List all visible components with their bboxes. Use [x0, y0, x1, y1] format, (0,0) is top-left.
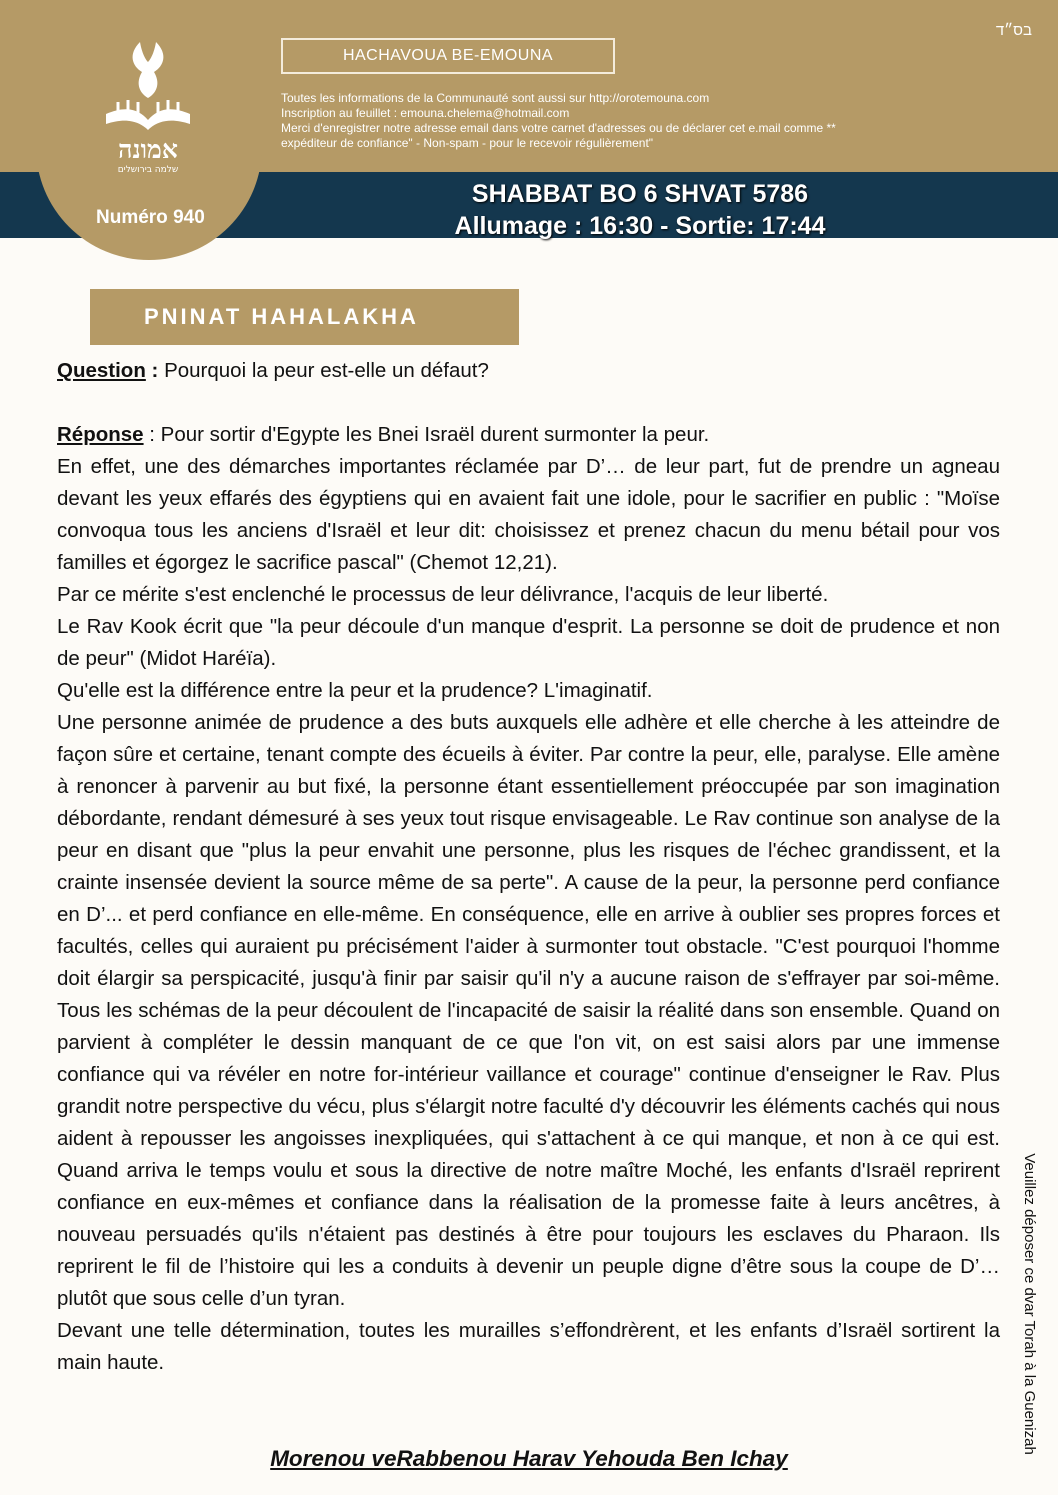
- answer-paragraph: [57, 419, 1000, 451]
- answer-label: Réponse: [57, 423, 144, 446]
- guenizah-note: Veuillez déposer ce dvar Torah à la Guenizah: [1021, 1153, 1038, 1455]
- logo-text: אמונה: [118, 135, 178, 164]
- shabbat-times: Allumage : 16:30 - Sortie: 17:44: [454, 212, 826, 240]
- shabbat-title: SHABBAT BO 6 SHVAT 5786: [471, 180, 809, 208]
- article-body: [57, 355, 1000, 1379]
- body-paragraph: Qu'elle est la différence entre la peur et la prudence? L'imaginatif.: [57, 679, 653, 702]
- body-paragraph: En effet, une des démarches importantes réclamée par D’… de leur part, fut de prendre un agneau devant les yeux effarés des égyptiens qui en avaient fait une idole, pour le sacrifier en public : "Moïse convoqua tous les anciens d'Israël et leur dit: choisissez et prenez chacun du menu bétail pour vos familles et égorgez le sacrifice pascal" (Chemot 12,21).: [57, 455, 1000, 574]
- issue-number: Numéro 940: [96, 207, 205, 228]
- answer-sep: :: [143, 423, 161, 446]
- answer-first: Pour sortir d'Egypte les Bnei Israël durent surmonter la peur.: [160, 423, 710, 446]
- question-sep: :: [145, 359, 165, 382]
- emouna-logo-icon: [98, 36, 198, 176]
- author-signature: Morenou veRabbenou Harav Yehouda Ben Ichay: [270, 1446, 788, 1471]
- section-title: PNINAT HAHALAKHA: [90, 289, 519, 345]
- bulletin-title: HACHAVOUA BE-EMOUNA: [281, 38, 615, 74]
- body-paragraph: Par ce mérite s'est enclenché le processus de leur délivrance, l'acquis de leur liberté.: [57, 583, 829, 606]
- body-paragraph: Une personne animée de prudence a des buts auxquels elle adhère et elle cherche à les atteindre de façon sûre et certaine, tenant compte des écueils à éviter. Par contre la peur, elle, paralyse. Elle amène à renoncer à parvenir au but fixé, la personne étant essentiellement préoccupée par son imagination débordante, rendant démesuré à ses yeux tout risque envisageable. Le Rav continue son analyse de la peur en disant que "plus la peur envahit une personne, plus les risques de l'échec grandissent, et la crainte insensée devient la source même de sa perte". A cause de la peur, la personne perd confiance en D’... et perd confiance en elle-même. En conséquence, elle en arrive à oublier ses propres forces et facultés, celles qui auraient pu précisément l'aider à surmonter tout obstacle. "C'est pourquoi l'homme doit élargir sa perspicacité, jusqu'à finir par saisir qu'il n'y a aucune raison de s'effrayer par soi-même. Tous les schémas de la peur découlent de l'incapacité de saisir la réalité dans son ensemble. Quand on parvient à compléter le dessin manquant de ce que l'on vit, on est saisi alors par une immense confiance qui va révéler en notre for-intérieur vaillance et courage" continue d'enseigner le Rav. Plus grandit notre perspective du vécu, plus s'élargit notre faculté d'y découvrir les éléments cachés qui nous aident à repousser les angoisses inexpliquées, qui s'attachent à ce qui manque, et non à ce qui est. Quand arriva le temps voulu et sous la directive de notre maître Moché, les enfants d'Israël reprirent confiance en eux-mêmes et confiance dans la réalisation de la promesse faite à leurs ancêtres, à nouveau persuadés qu'ils n'étaient pas destinés à être pour toujours les esclaves du Pharaon. Ils reprirent le fil de l’histoire qui les a conduits à devenir un peuple digne d’être sous la coupe de D’… plutôt que sous celle d’un tyran.: [57, 711, 1000, 1310]
- info-line: Toutes les informations de la Communauté sont aussi sur http://orotemouna.com: [281, 91, 710, 105]
- info-line: Merci d'enregistrer notre adresse email dans votre carnet d'adresses ou de déclarer cet e.mail comme **: [281, 121, 836, 135]
- info-block: [281, 91, 941, 151]
- body-paragraph: Le Rav Kook écrit que "la peur découle d'un manque d'esprit. La personne se doit de prudence et non de peur" (Midot Haréïa).: [57, 615, 1000, 670]
- question-text: Pourquoi la peur est-elle un défaut?: [164, 359, 489, 382]
- body-paragraph: Devant une telle détermination, toutes les murailles s’effondrèrent, et les enfants d’Israël sortirent la main haute.: [57, 1319, 1000, 1374]
- info-line: expéditeur de confiance" - Non-spam - pour le recevoir régulièrement": [281, 136, 654, 150]
- question-label: Question: [57, 359, 146, 382]
- logo-subtext: שלמה בירושלים: [117, 165, 179, 175]
- bsd-mark: בס״ד: [995, 22, 1032, 39]
- info-line: Inscription au feuillet : emouna.chelema@hotmail.com: [281, 106, 570, 120]
- spacer: [57, 387, 1000, 419]
- question-paragraph: [57, 355, 1000, 387]
- shabbat-info: [390, 178, 890, 242]
